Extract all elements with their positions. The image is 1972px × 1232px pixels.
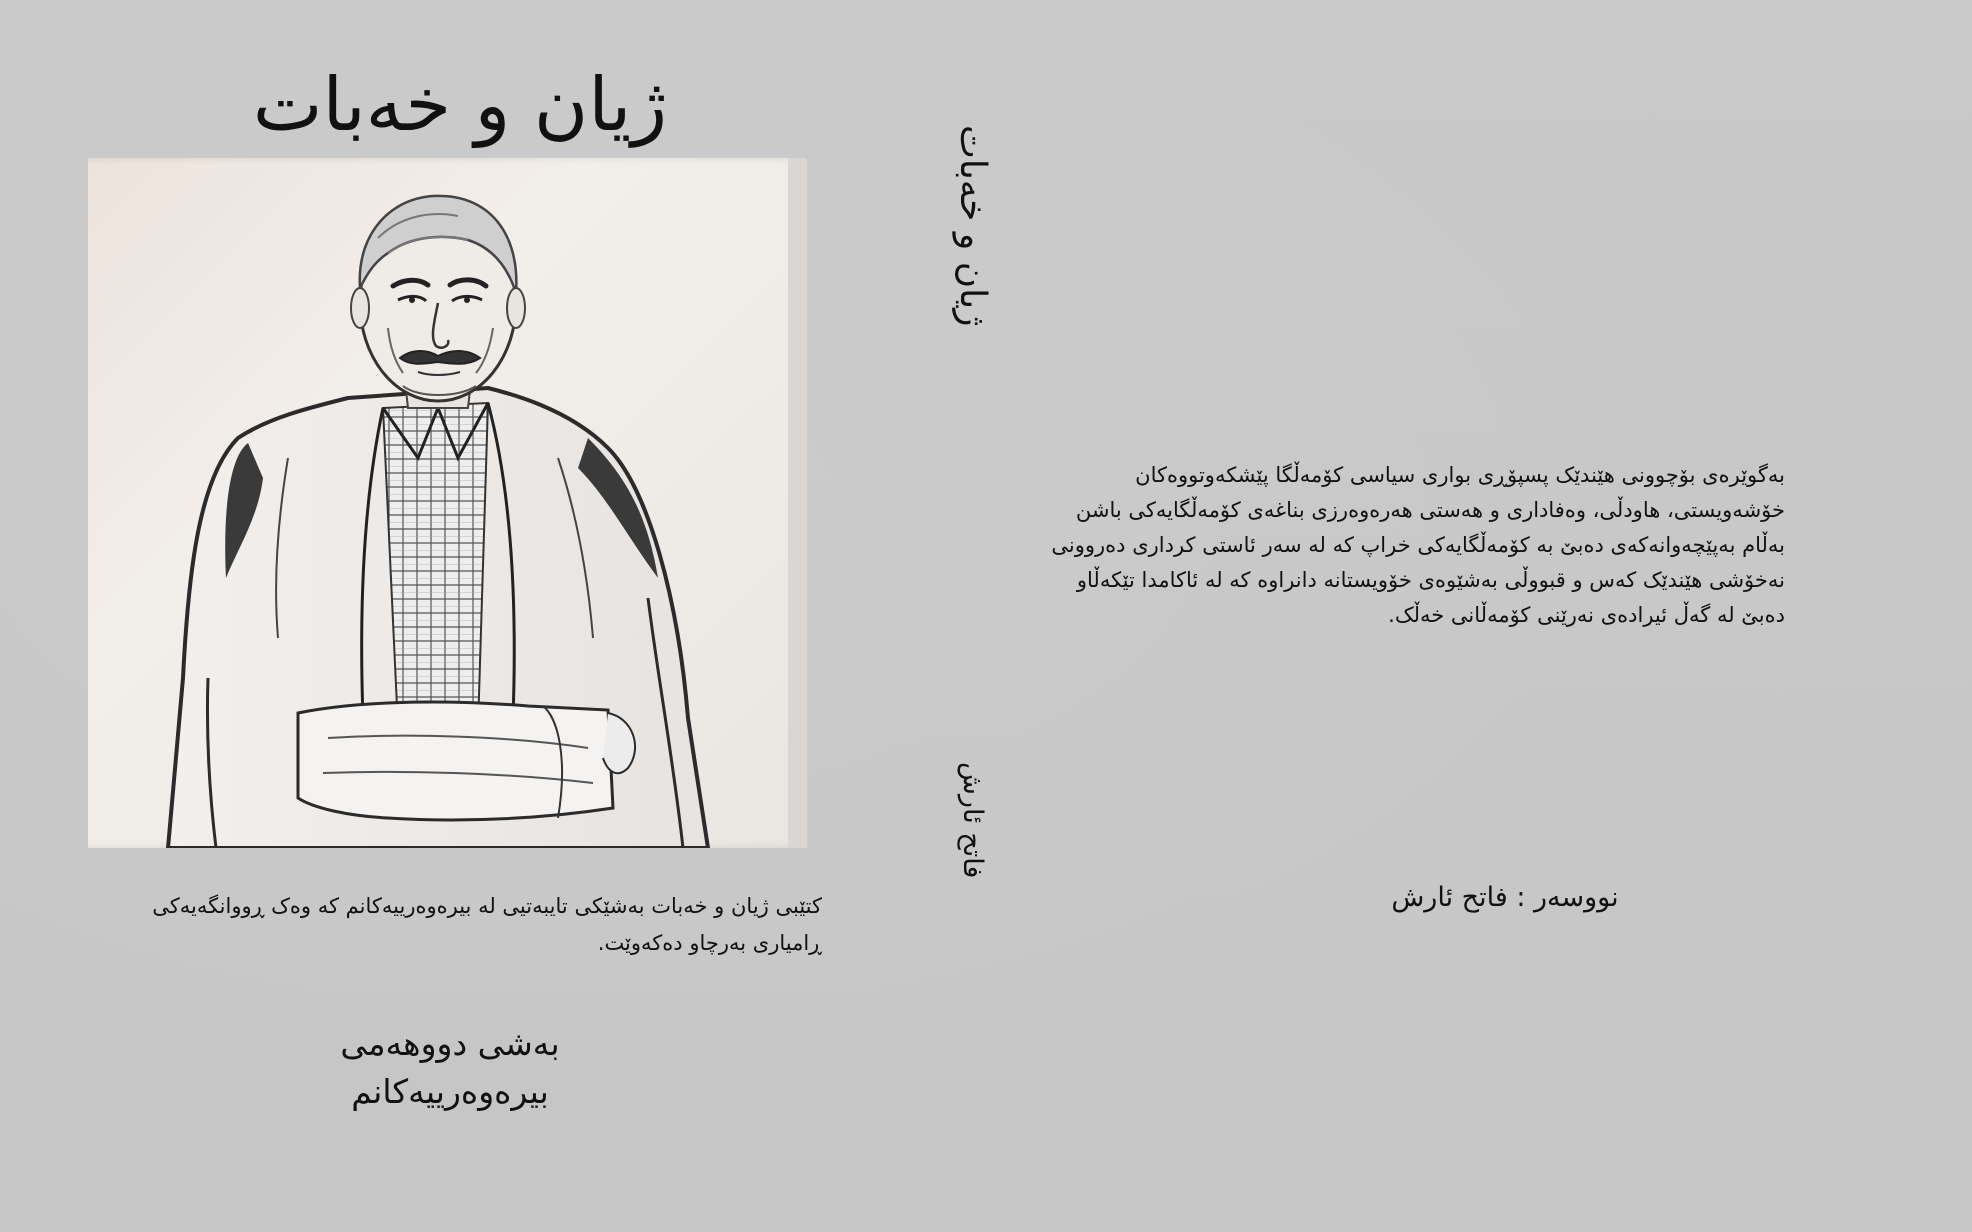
spine-title: ژیان و خەبات: [952, 125, 993, 327]
front-cover-subtitle: بەشی دووهەمی بیرەوەرییەکانم: [340, 1024, 560, 1111]
spine-author: فاتح ئارش: [957, 762, 988, 879]
front-cover-blurb: [110, 888, 822, 962]
back-cover-author: نووسەر : فاتح ئارش: [1391, 882, 1619, 913]
front-blurb-line: ڕامیاری بەرچاو دەکەوێت.: [597, 931, 822, 955]
back-blurb-line: دەبێ لە گەڵ ئیرادەی نەرێنی کۆمەڵانی خەڵک.: [1388, 603, 1785, 627]
back-blurb-line: نەخۆشی هێندێک کەس و قبووڵی بەشێوەی خۆویستانە دانراوە کە لە ئاکامدا تێکەڵاو: [1076, 568, 1785, 592]
book-spine: [930, 0, 1020, 1232]
front-blurb-line: کتێبی ژیان و خەبات بەشێکی تایبەتیی لە بیرەوەرییەکانم کە وەک ڕووانگەیەکی: [152, 894, 822, 918]
back-blurb-line: بەڵام بەپێچەوانەکەی دەبێ بە کۆمەڵگایەکی خراپ کە لە سەر ئاستی کرداری دەروونی: [1051, 533, 1785, 557]
front-cover-title: ژیان و خەبات: [252, 62, 668, 148]
back-blurb-line: بەگوێرەی بۆچوونی هێندێک پسپۆڕی بواری سیاسی کۆمەڵگا پێشکەوتووەکان: [1135, 463, 1785, 487]
back-cover-blurb: [1040, 458, 1785, 633]
back-blurb-line: خۆشەویستی، هاودڵی، وەفاداری و هەستی هەرەوەرزی بناغەی کۆمەڵگایەکی باشن: [1075, 498, 1785, 522]
portrait-illustration: [88, 158, 807, 848]
portrait-sketch: [88, 158, 807, 848]
